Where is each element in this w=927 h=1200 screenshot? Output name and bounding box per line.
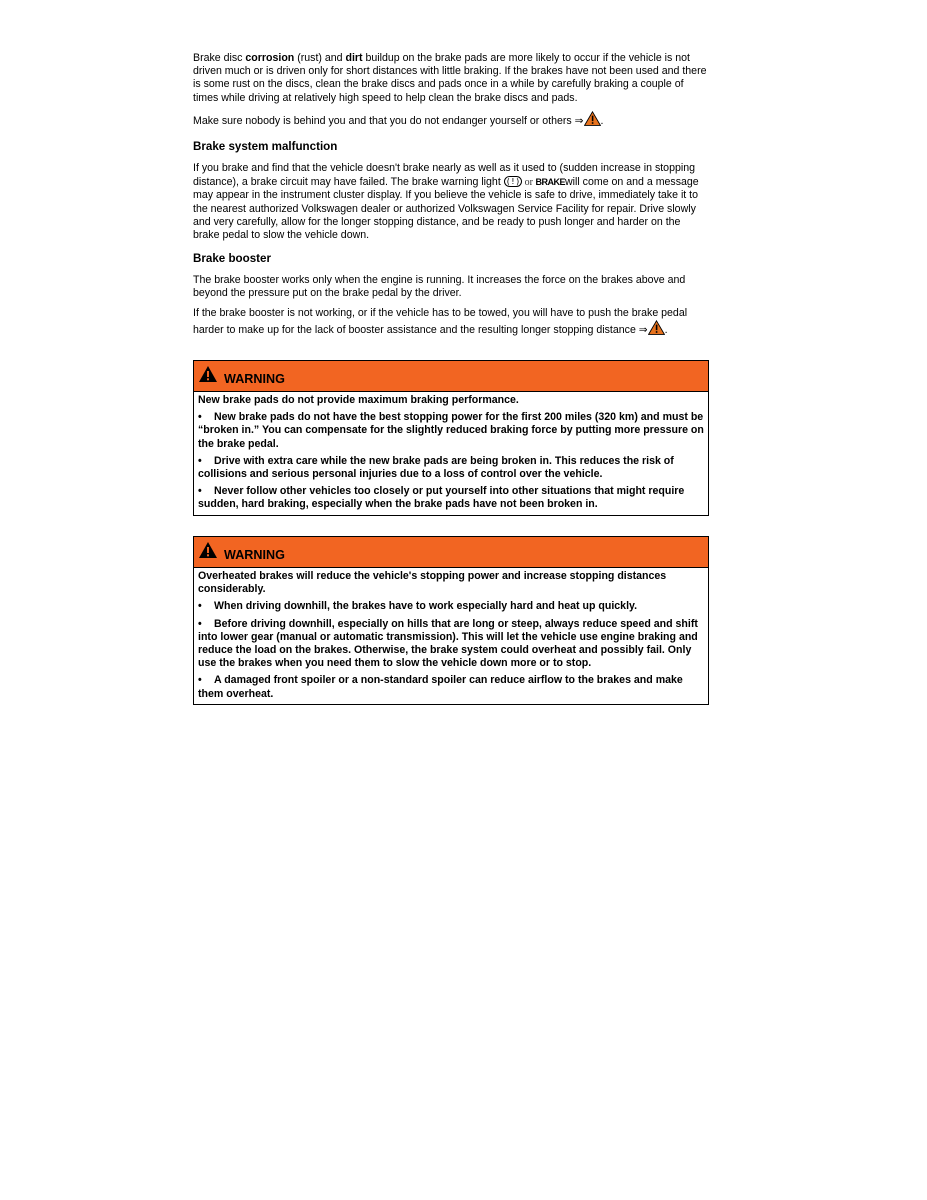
- text-run: .: [664, 323, 668, 336]
- brake-warning-light-icon: (!): [505, 177, 521, 187]
- paragraph-safety: [193, 111, 709, 130]
- bullet-icon: •: [198, 454, 202, 467]
- paragraph-malfunction: [193, 162, 709, 242]
- warning-bullet: [198, 411, 704, 451]
- warning-triangle-icon: [198, 365, 218, 388]
- warning-body: [194, 568, 708, 704]
- text-run: (rust) and: [294, 52, 346, 64]
- bullet-icon: •: [198, 600, 202, 613]
- bullet-text: Before driving downhill, especially on hills that are long or steep, always reduce speed and shift into lower gear (manual or automatic transmission). This will let the vehicle use engine braking and reduce the load on the brakes. Otherwise, the brake system could overheat and possibly fail. Only use the brakes when you need them to slow the vehicle down more or to stop.: [198, 617, 698, 670]
- warning-bullet: [198, 455, 704, 481]
- warning-bullet: [198, 600, 704, 613]
- paragraph-booster-1: The brake booster works only when the engine is running. It increases the force on the brakes above and beyond the pressure put on the brake pedal by the driver.: [193, 274, 686, 300]
- bullet-icon: •: [198, 485, 202, 498]
- warning-triangle-icon[interactable]: [648, 320, 665, 339]
- bullet-text: When driving downhill, the brakes have to work especially hard and heat up quickly.: [214, 600, 638, 613]
- bullet-text: Never follow other vehicles too closely or put yourself into other situations that might require sudden, hard braking, especially when the brake pads have not been broken in.: [198, 485, 685, 511]
- text-run: Make sure nobody is behind you and that you do not endanger yourself or others ⇒: [193, 114, 584, 127]
- main-content: [193, 52, 709, 345]
- warning-bullet: [198, 485, 704, 511]
- warning-bullet: [198, 618, 704, 671]
- warning-box-overheated-brakes: [193, 536, 709, 705]
- heading-brake-system-malfunction: Brake system malfunction: [193, 140, 338, 154]
- warning-intro: New brake pads do not provide maximum braking performance.: [198, 394, 519, 406]
- warning-intro: Overheated brakes will reduce the vehicle's stopping power and increase stopping distances considerably.: [198, 570, 667, 596]
- text-run: .: [600, 114, 604, 127]
- warning-bullet: [198, 674, 704, 700]
- bullet-icon: •: [198, 674, 202, 687]
- warning-header: [194, 537, 708, 568]
- text-run: Brake disc: [193, 52, 246, 64]
- warning-label: WARNING: [224, 372, 285, 386]
- warning-triangle-icon: [198, 541, 218, 564]
- brake-text-icon: BRAKE: [535, 177, 566, 188]
- bullet-icon: •: [198, 411, 202, 424]
- paragraph-booster-2: [193, 307, 709, 339]
- warning-label: WARNING: [224, 548, 285, 562]
- heading-brake-booster: Brake booster: [193, 252, 271, 266]
- text-run: or: [522, 177, 536, 189]
- text-run: will come on and a message may appear in the instrument cluster display. If you believe the vehicle is safe to drive, immediately take it to the nearest authorized Volkswagen dealer or authorized Volkswagen Service Facility for repair. Drive slowly and very carefully, allow for the longer stopping distance, and be ready to push longer and harder on the brake pedal to slow the vehicle down.: [193, 176, 699, 242]
- warning-body: [194, 392, 708, 515]
- warning-box-new-pads: [193, 360, 709, 516]
- bullet-text: Drive with extra care while the new brake pads are being broken in. This reduces the risk of collisions and serious personal injuries due to a loss of control over the vehicle.: [198, 454, 674, 481]
- paragraph-corrosion: [193, 52, 709, 105]
- text-run: buildup on the brake pads are more likely to occur if the vehicle is not driven much or is driven only for short distances with little braking. If the brakes have not been used and there is some rust on the discs, clean the brake discs and pads once in a while by carefully braking a couple of times while driving at relatively high speed to help clean the brake discs and pads.: [193, 52, 707, 104]
- bold-dirt: dirt: [345, 52, 363, 64]
- bullet-text: New brake pads do not have the best stopping power for the first 200 miles (320 km) and must be “broken in.” You can compensate for the slightly reduced braking force by putting more pressure on the brake pedal.: [198, 411, 704, 450]
- warning-header: [194, 361, 708, 392]
- bold-corrosion: corrosion: [245, 52, 295, 64]
- bullet-icon: •: [198, 617, 202, 630]
- warning-triangle-icon[interactable]: [584, 111, 601, 130]
- bullet-text: A damaged front spoiler or a non-standard spoiler can reduce airflow to the brakes and make them overheat.: [198, 674, 683, 700]
- text-run: If the brake booster is not working, or if the vehicle has to be towed, you will have to push the brake pedal harder to make up for the lack of booster assistance and the resulting longer stopping distance ⇒: [193, 306, 688, 336]
- text-run: If you brake and find that the vehicle doesn't brake nearly as well as it used to (sudden increase in stopping distance), a brake circuit may have failed. The brake warning light: [193, 162, 695, 189]
